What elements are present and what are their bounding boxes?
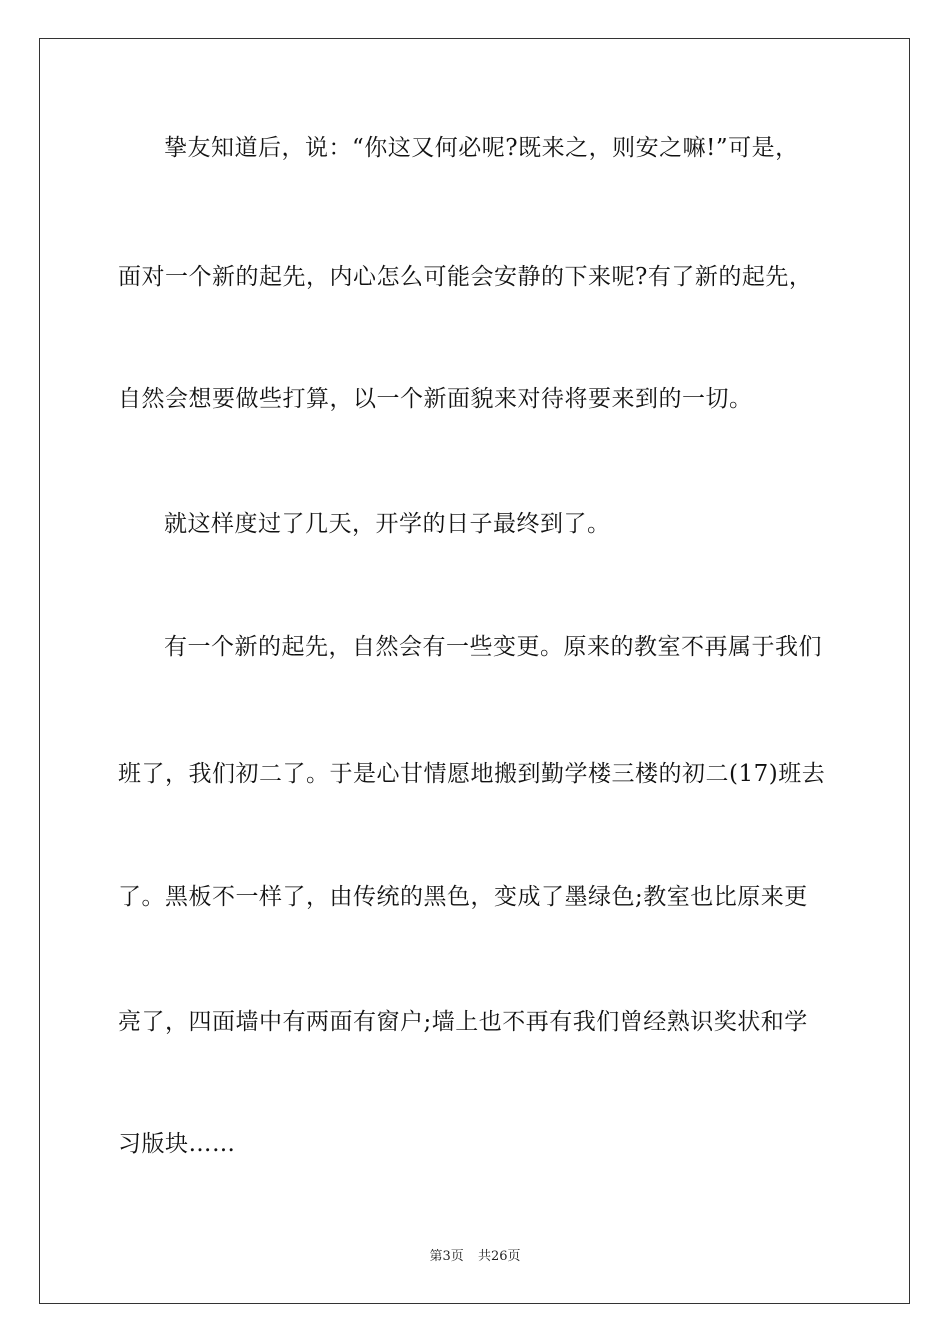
page-border [39, 38, 910, 1304]
paragraph-line-7: 了。黑板不一样了，由传统的黑色，变成了墨绿色;教室也比原来更 [118, 884, 808, 910]
paragraph-line-9: 习版块…… [118, 1131, 236, 1157]
paragraph-line-3: 自然会想要做些打算，以一个新面貌来对待将要来到的一切。 [118, 386, 753, 412]
page-number-total: 共26页 [477, 1249, 521, 1264]
paragraph-line-6: 班了，我们初二了。于是心甘情愿地搬到勤学楼三楼的初二(17)班去 [118, 761, 826, 787]
page-number-current: 第3页 [429, 1249, 464, 1264]
paragraph-line-2: 面对一个新的起先，内心怎么可能会安静的下来呢?有了新的起先， [118, 264, 813, 290]
paragraph-line-1: 挚友知道后，说：“你这又何必呢?既来之，则安之嘛!”可是， [164, 135, 799, 161]
paragraph-line-4: 就这样度过了几天，开学的日子最终到了。 [164, 511, 611, 537]
page-footer [0, 1248, 950, 1266]
paragraph-line-5: 有一个新的起先，自然会有一些变更。原来的教室不再属于我们 [164, 634, 822, 660]
paragraph-line-8: 亮了，四面墙中有两面有窗户;墙上也不再有我们曾经熟识奖状和学 [118, 1009, 808, 1035]
